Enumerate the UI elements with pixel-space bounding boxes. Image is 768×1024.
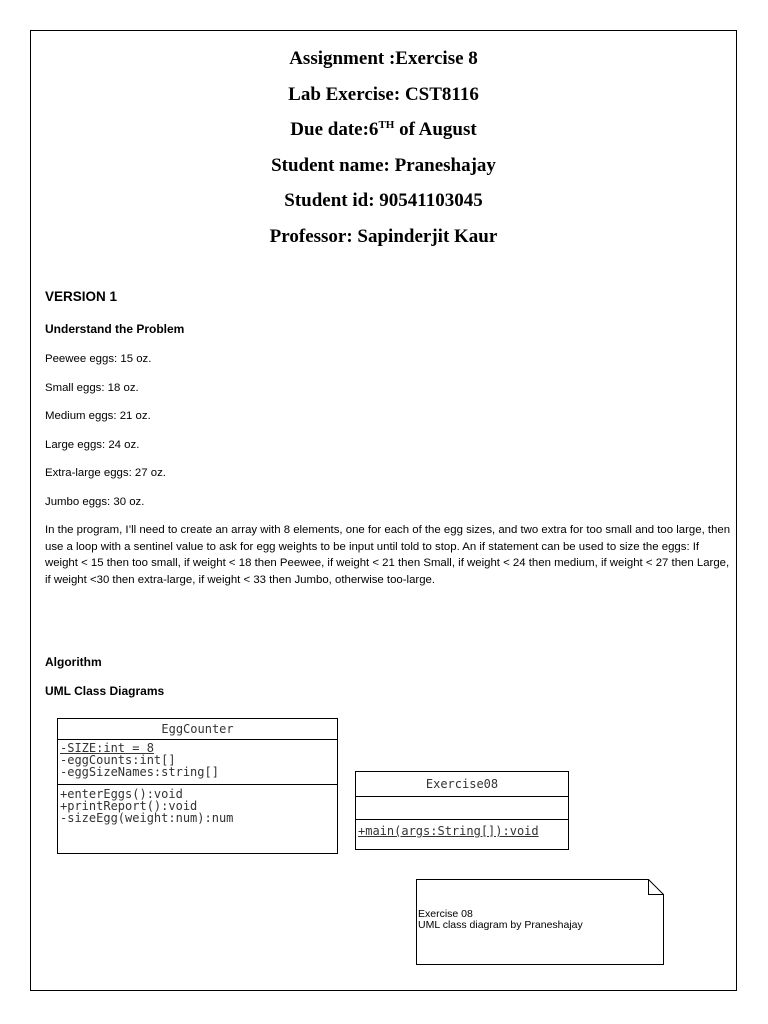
due-date bbox=[30, 115, 737, 151]
egg-size-item: Large eggs: 24 oz. bbox=[45, 439, 140, 451]
exercise08-attributes bbox=[356, 797, 568, 820]
attribute: -SIZE:int = 8 bbox=[60, 741, 154, 755]
lab-exercise: Lab Exercise: CST8116 bbox=[288, 83, 479, 105]
egg-size-item: Medium eggs: 21 oz. bbox=[45, 410, 151, 422]
due-date-prefix: Due date:6 bbox=[290, 119, 379, 140]
title-block bbox=[30, 44, 737, 257]
egg-size-item: Small eggs: 18 oz. bbox=[45, 382, 139, 394]
due-date-suffix: of August bbox=[394, 119, 477, 140]
algorithm-heading: Algorithm bbox=[45, 655, 102, 669]
egg-counter-class-name: EggCounter bbox=[58, 719, 337, 740]
egg-counter-class bbox=[57, 718, 338, 854]
egg-size-item: Jumbo eggs: 30 oz. bbox=[45, 496, 145, 508]
student-id: Student id: 90541103045 bbox=[284, 190, 483, 211]
attribute: -eggCounts:int[] bbox=[60, 753, 176, 767]
due-date-superscript: TH bbox=[378, 119, 395, 131]
exercise08-class bbox=[355, 771, 569, 850]
assignment-title: Assignment :Exercise 8 bbox=[289, 48, 478, 69]
note-line: UML class diagram by Praneshajay bbox=[418, 919, 583, 931]
understand-heading: Understand the Problem bbox=[45, 322, 185, 336]
version-heading: VERSION 1 bbox=[45, 289, 118, 304]
method: +printReport():void bbox=[60, 799, 198, 813]
egg-counter-attributes bbox=[58, 740, 337, 785]
note-text bbox=[418, 909, 583, 931]
egg-counter-methods bbox=[58, 785, 337, 824]
method: +enterEggs():void bbox=[60, 787, 183, 801]
method: -sizeEgg(weight:num):num bbox=[60, 811, 234, 825]
attribute: -eggSizeNames:string[] bbox=[60, 765, 219, 779]
exercise08-class-name: Exercise08 bbox=[356, 772, 568, 797]
note-line: Exercise 08 bbox=[418, 908, 473, 920]
student-name: Student name: Praneshajay bbox=[271, 154, 496, 176]
professor: Professor: Sapinderjit Kaur bbox=[269, 225, 498, 247]
method: +main(args:String[]):void bbox=[358, 824, 539, 838]
exercise08-methods bbox=[356, 820, 568, 839]
egg-size-item: Extra-large eggs: 27 oz. bbox=[45, 467, 166, 479]
egg-size-item: Peewee eggs: 15 oz. bbox=[45, 353, 152, 365]
problem-description: In the program, I’ll need to create an array with 8 elements, one for each of the egg sizes, and two extra for too small and too large, then use a loop with a sentinel value to ask for egg weights to be input until told to stop. An if statement can be used to size the eggs: If weight < 15 then too small, if weight < 18 then Peewee, if weight < 21 then Small, if weight < 24 then medium, if weight < 27 then Large, if weight <30 then extra-large, if weight < 33 then Jumbo, otherwise too-large. bbox=[45, 524, 731, 586]
uml-heading: UML Class Diagrams bbox=[45, 684, 165, 698]
